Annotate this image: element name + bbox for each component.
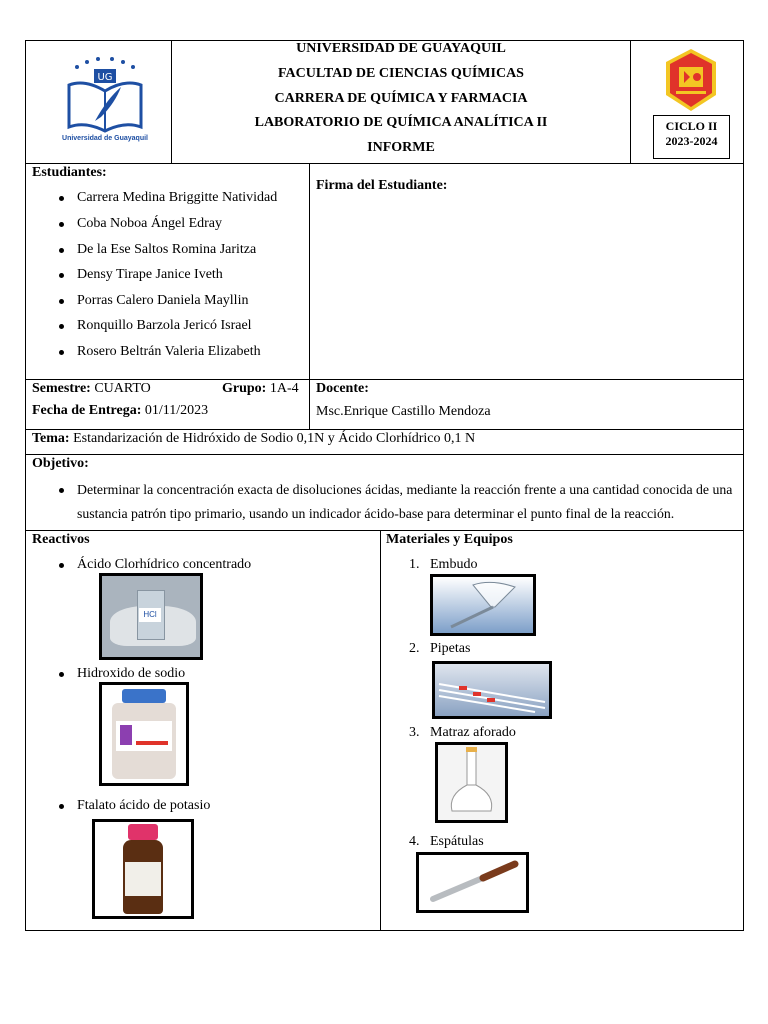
objetivo-line-2: sustancia patrón tipo primario, usando un indicador ácido-base para determinar el punto final de la reacción. bbox=[77, 506, 675, 521]
material-item-3 bbox=[409, 725, 516, 741]
bullet bbox=[59, 324, 64, 329]
pipetas-photo bbox=[432, 661, 552, 719]
funnel-icon bbox=[433, 577, 533, 633]
student-name: De la Ese Saltos Romina Jaritza bbox=[77, 242, 257, 257]
reactivo-item: Hidroxido de sodio bbox=[77, 666, 186, 681]
materiales-label: Materiales y Equipos bbox=[386, 532, 513, 547]
bullet bbox=[59, 222, 64, 227]
label-stripe bbox=[136, 741, 168, 745]
material-number: 1. bbox=[409, 557, 420, 572]
header-career: CARRERA DE QUÍMICA Y FARMACIA bbox=[274, 91, 528, 106]
fecha-label: Fecha de Entrega: bbox=[32, 403, 142, 418]
student-name: Carrera Medina Briggitte Natividad bbox=[77, 190, 278, 205]
embudo-photo bbox=[430, 574, 536, 636]
material-item-2 bbox=[409, 641, 470, 657]
reactivo-item: Ftalato ácido de potasio bbox=[77, 798, 211, 813]
grupo-value: 1A-4 bbox=[266, 381, 299, 396]
bullet bbox=[59, 299, 64, 304]
matraz-photo bbox=[435, 742, 508, 823]
bullet bbox=[59, 804, 64, 809]
material-number: 4. bbox=[409, 834, 420, 849]
tema-label: Tema: bbox=[32, 431, 70, 446]
tema-value: Estandarización de Hidróxido de Sodio 0,1N y Ácido Clorhídrico 0,1 N bbox=[69, 431, 476, 446]
docente-value: Msc.Enrique Castillo Mendoza bbox=[316, 404, 491, 419]
reactivo-item: Ácido Clorhídrico concentrado bbox=[77, 557, 252, 572]
students-divider bbox=[309, 163, 310, 380]
grupo-field bbox=[222, 381, 299, 397]
docente-label: Docente: bbox=[316, 381, 369, 396]
khp-cap-image bbox=[128, 824, 158, 840]
header-lab: LABORATORIO DE QUÍMICA ANALÍTICA II bbox=[254, 115, 548, 130]
university-logo bbox=[55, 55, 155, 150]
lists-divider bbox=[380, 530, 381, 931]
fecha-value: 01/11/2023 bbox=[141, 403, 209, 418]
signature-label: Firma del Estudiante: bbox=[316, 178, 448, 193]
student-name: Coba Noboa Ángel Edray bbox=[77, 216, 223, 231]
header-right-divider bbox=[630, 40, 631, 164]
material-item-4 bbox=[409, 834, 484, 850]
header-report: INFORME bbox=[367, 140, 435, 155]
header-university: UNIVERSIDAD DE GUAYAQUIL bbox=[296, 41, 506, 56]
info-divider bbox=[309, 379, 310, 430]
ciclo-years: 2023-2024 bbox=[665, 134, 718, 148]
material-name: Matraz aforado bbox=[430, 725, 516, 740]
bullet bbox=[59, 248, 64, 253]
bullet bbox=[59, 563, 64, 568]
material-number: 2. bbox=[409, 641, 420, 656]
semestre-value: CUARTO bbox=[90, 381, 151, 396]
student-name: Ronquillo Barzola Jericó Israel bbox=[77, 318, 252, 333]
faculty-seal bbox=[662, 47, 720, 113]
semestre-field bbox=[32, 381, 151, 397]
khp-label-image bbox=[125, 862, 161, 896]
tema-field bbox=[32, 431, 475, 447]
material-name: Espátulas bbox=[430, 834, 484, 849]
bullet bbox=[59, 672, 64, 677]
header-faculty: FACULTAD DE CIENCIAS QUÍMICAS bbox=[278, 66, 524, 81]
grupo-label: Grupo: bbox=[222, 381, 267, 396]
ciclo-label: CICLO II bbox=[665, 119, 718, 133]
book-quill-icon bbox=[55, 55, 155, 135]
material-name: Pipetas bbox=[430, 641, 471, 656]
student-name: Densy Tirape Janice Iveth bbox=[77, 267, 223, 282]
naoh-cap-image bbox=[122, 689, 166, 703]
students-label: Estudiantes: bbox=[32, 165, 107, 180]
fecha-field bbox=[32, 403, 208, 419]
material-item-1 bbox=[409, 557, 477, 573]
naoh-photo bbox=[99, 682, 189, 786]
logo-caption: Universidad de Guayaquil bbox=[62, 135, 148, 142]
spatula-icon bbox=[419, 855, 526, 910]
volumetric-flask-icon bbox=[438, 745, 505, 820]
student-name: Porras Calero Daniela Mayllin bbox=[77, 293, 249, 308]
hcl-photo bbox=[99, 573, 203, 660]
semestre-label: Semestre: bbox=[32, 381, 91, 396]
reactivos-label: Reactivos bbox=[32, 532, 90, 547]
bullet bbox=[59, 273, 64, 278]
bullet bbox=[59, 196, 64, 201]
material-number: 3. bbox=[409, 725, 420, 740]
naoh-label-image bbox=[116, 721, 172, 751]
student-name: Rosero Beltrán Valeria Elizabeth bbox=[77, 344, 261, 359]
material-name: Embudo bbox=[430, 557, 478, 572]
bullet bbox=[59, 350, 64, 355]
bullet bbox=[59, 488, 64, 493]
brand-mark-icon bbox=[120, 725, 132, 745]
faculty-seal-icon bbox=[662, 47, 720, 113]
objetivo-line-1: Determinar la concentración exacta de disoluciones ácidas, mediante la reacción frente a una cantidad conocida de una bbox=[77, 482, 733, 497]
hcl-tag: HCl bbox=[139, 608, 161, 622]
pipettes-icon bbox=[435, 664, 549, 716]
khp-photo bbox=[92, 819, 194, 919]
espatulas-photo bbox=[416, 852, 529, 913]
svg-text:UG: UG bbox=[97, 72, 113, 83]
objetivo-label: Objetivo: bbox=[32, 456, 89, 471]
